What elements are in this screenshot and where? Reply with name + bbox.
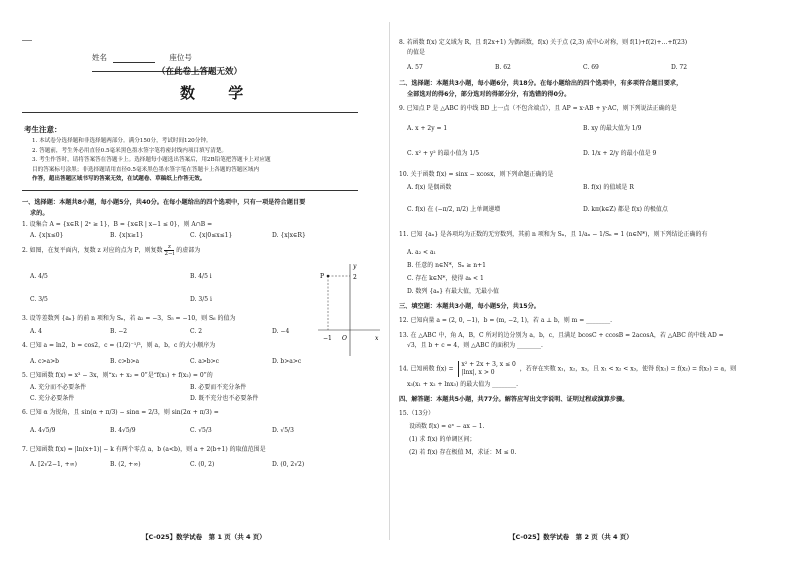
q10-option-d[interactable]: D. kπ(k∈Z) 都是 f(x) 的极值点 [583, 206, 668, 213]
label-p: P [320, 273, 325, 280]
q10-option-c[interactable]: C. f(x) 在 (−π/2, π/2) 上单调递增 [407, 206, 501, 213]
q4-option-b[interactable]: B. c>b>a [110, 358, 140, 365]
q5-options-row1 [30, 383, 246, 393]
q7-option-a[interactable]: A. [2√2−1, +∞) [30, 461, 77, 468]
q7-options [30, 460, 304, 470]
question-7: 7. 已知函数 f(x) = |ln(x+1)| − k 有两个零点 a，b (a<b)，则 a + 2(b+1) 的取值范围是 [22, 446, 266, 453]
q14-text-tail: ，若存在实数 x₁，x₂，x₃，且 x₁ < x₂ < x₃，使得 f(x₁) = f(x₂) = f(x₃) = a，则 [519, 365, 737, 373]
q5-option-a[interactable]: A. 充分而不必要条件 [30, 384, 87, 391]
complex-plane-figure [314, 260, 382, 360]
question-5: 5. 已知函数 f(x) = x³ − 3x，则“x₁ + x₂ = 0”是“f(x₁) + f(x₂) = 0”的 [22, 372, 213, 379]
q2-option-a[interactable]: A. 4/5 [30, 273, 48, 280]
exam-page-1 [22, 20, 382, 551]
question-9: 9. 已知点 P 是 △ABC 的中线 BD 上一点（不包含端点），且 AP = x·AB + y·AC，则下列说法正确的是 [399, 105, 677, 112]
section-2-text: 二、选择题：本题共3小题，每小题6分，共18分。在每小题给出的四个选项中，有多项符合题目要求， [399, 80, 683, 87]
q7-option-c[interactable]: C. (0, 2) [190, 461, 215, 468]
question-4: 4. 已知 a = ln2，b = cos2，c = (1/2)⁻¹/³，则 a，b，c 的大小顺序为 [22, 342, 216, 349]
q8-option-b[interactable]: B. 62 [495, 64, 511, 71]
q2-options-row1 [30, 272, 212, 282]
notice-item: 2. 答题前，考生务必用直径0.5毫米黑色墨水签字笔将密封线内项目填写清楚。 [32, 147, 228, 154]
question-3: 3. 设等差数列 {aₙ} 的前 n 项和为 Sₙ，若 a₂ = −3，S₅ = −10，则 S₆ 的值为 [22, 315, 236, 322]
section-1-text-cont: 求的。 [30, 210, 49, 217]
question-10: 10. 关于函数 f(x) = sinx − xcosx，则下列命题正确的是 [399, 171, 554, 178]
q10-option-a[interactable]: A. f(x) 是偶函数 [407, 184, 452, 191]
q2-option-b[interactable]: B. 4/5 i [190, 273, 212, 280]
q2-fraction [164, 244, 174, 257]
q8-options [407, 63, 687, 73]
q5-option-c[interactable]: C. 充分必要条件 [30, 395, 75, 402]
q6-option-a[interactable]: A. 4√5/9 [30, 427, 56, 434]
q1-option-d[interactable]: D. {x|x∈R} [272, 232, 306, 239]
question-1: 1. 设集合 A = {x∈R | 2ˣ ≥ 1}，B = {x∈R | x−1 ≤ 0}，则 A∩B = [22, 221, 213, 228]
label-origin: O [342, 335, 347, 342]
q6-options [30, 426, 294, 436]
q9-options-row2 [407, 149, 656, 159]
q10-option-b[interactable]: B. f(x) 的值域是 R [583, 184, 634, 191]
q8-text-cont: 的值是 [407, 49, 426, 56]
q9-option-d[interactable]: D. 1/x + 2/y 的最小值是 9 [583, 150, 657, 157]
q14-case-2: |lnx|, x > 0 [461, 369, 495, 376]
section-1-text: 一、选择题：本题共8小题，每小题5分，共40分。在每小题给出的四个选项中，只有一项是符合题目要 [22, 199, 306, 206]
section-3-header: 三、填空题：本题共3小题，每小题5分，共15分。 [399, 303, 540, 310]
subject-title: 数 学 [180, 84, 258, 102]
notice-item: 1. 本试卷分选择题和非选择题两部分。满分150分，考试时间120分钟。 [32, 138, 212, 144]
q13-text-cont: √3，且 b + c = 4，则 △ABC 的面积为 ________. [407, 342, 543, 349]
question-2 [22, 244, 200, 257]
q11-option-b[interactable]: B. 任意的 n∈N*，Sₙ ≥ n+1 [407, 262, 486, 269]
exam-page-2 [399, 20, 777, 551]
q14-piecewise [458, 361, 516, 377]
q2-option-d[interactable]: D. 3/5 i [190, 296, 212, 303]
q7-option-b[interactable]: B. (2, +∞) [110, 461, 141, 468]
q2-text-tail: 的虚部为 [176, 247, 201, 254]
notice-item: 3. 考生作答时，请将答案答在答题卡上。选择题每小题选出答案后，用2B铅笔把答题卡上对应题 [32, 157, 271, 163]
notice-item: 目的答案标号涂黑；非选择题请用直径0.5毫米黑色墨水签字笔在答题卡上各题的答题区域内 [32, 166, 260, 173]
q4-option-d[interactable]: D. b>a>c [272, 358, 302, 365]
q10-options-row2 [407, 205, 668, 215]
notice-list [32, 137, 377, 185]
q6-option-b[interactable]: B. 4√5/9 [110, 427, 136, 434]
q3-option-c[interactable]: C. 2 [190, 328, 203, 335]
q8-option-d[interactable]: D. 72 [671, 64, 688, 71]
q1-option-b[interactable]: B. {x|x≥1} [110, 232, 144, 239]
question-6: 6. 已知 α 为锐角，且 sin(α + π/3) − sinα = 2/3，则 sin(2α + π/3) = [22, 409, 219, 416]
q1-option-a[interactable]: A. {x|x≤0} [30, 232, 64, 239]
q9-options-row1 [407, 124, 641, 134]
q8-text: 8. 若函数 f(x) 定义域为 R，且 f(2x+1) 为偶函数，f(x) 关于点 (2,3) 成中心对称，则 f(1)+f(2)+…+f(23) [399, 39, 688, 46]
page-footer-1: 【C-025】数学试卷 第 1 页（共 4 页） [142, 533, 266, 541]
q6-option-c[interactable]: C. √5/3 [190, 427, 212, 434]
q11-option-a[interactable]: A. a₂ < a₁ [407, 249, 436, 256]
section-2-text-cont: 全部选对的得6分，部分选对的得部分分，有选错的得0分。 [407, 91, 571, 98]
q11-option-c[interactable]: C. 存在 k∈N*，使得 aₖ < 1 [407, 275, 484, 282]
q14-text: 14. 已知函数 f(x) = [399, 365, 454, 373]
q5-options-row2 [30, 394, 258, 404]
question-12: 12. 已知向量 a = (2, 0, −1)，b = (m, −2, 1)，若 a ⊥ b，则 m = ________. [399, 317, 613, 324]
q7-option-d[interactable]: D. (0, 2√2) [272, 461, 305, 468]
q4-option-a[interactable]: A. c>a>b [30, 358, 59, 365]
q14-text-cont: x₃(x₁ + x₂ + lnx₃) 的最大值为 ________. [407, 381, 519, 388]
q15-part-1: (1) 求 f(x) 的单调区间； [409, 436, 476, 443]
q5-option-d[interactable]: D. 既不充分也不必要条件 [190, 395, 259, 402]
q2-frac-den: 2−i [164, 251, 175, 257]
q3-options [30, 327, 289, 337]
q4-options [30, 357, 301, 367]
q15-part-2: (2) 若 f(x) 存在极值 M，求证：M ≤ 0. [409, 449, 517, 456]
q2-text: 2. 如图，在复平面内，复数 z 对应的点为 P，则复数 [22, 247, 163, 254]
q10-options-row1 [407, 183, 634, 193]
question-13 [399, 331, 724, 351]
header-divider [22, 112, 358, 113]
q8-option-a[interactable]: A. 57 [407, 64, 423, 71]
no-answer-notice: （在此卷上答题无效） [157, 67, 243, 77]
notice-divider [22, 190, 358, 191]
name-label: 姓名 [92, 53, 107, 62]
name-field[interactable] [113, 62, 155, 63]
q2-options-row2 [30, 295, 212, 305]
q9-option-c[interactable]: C. x² + y² 的最小值为 1/5 [407, 150, 480, 157]
section-2-header [399, 78, 777, 100]
notice-item: 作答，超出答题区域书写的答案无效，在试题卷、草稿纸上作答无效。 [32, 176, 206, 182]
q2-frac-num: z [164, 244, 174, 251]
question-14 [399, 361, 736, 377]
section-1-header [22, 197, 380, 219]
q3-option-d[interactable]: D. −4 [272, 328, 290, 335]
point-p [327, 275, 330, 278]
label-x: x [375, 335, 379, 342]
q8-option-c[interactable]: C. 69 [583, 64, 599, 71]
notice-title: 考生注意： [24, 125, 62, 134]
q5-option-b[interactable]: B. 必要而不充分条件 [190, 384, 247, 391]
fold-mark [22, 40, 32, 41]
page-divider [389, 22, 390, 540]
q13-text: 13. 在 △ABC 中，角 A，B，C 所对的边分别为 a，b，c，且满足 bcosC + ccosB = 2acosA，若 △ABC 的中线 AD = [399, 332, 724, 339]
q4-option-c[interactable]: C. a>b>c [190, 358, 220, 365]
seat-label: 座位号 [169, 53, 192, 62]
q1-options [30, 231, 306, 241]
question-8 [399, 38, 687, 58]
question-15-heading: 15.（13分） [399, 410, 435, 417]
page-footer-2: 【C-025】数学试卷 第 2 页（共 4 页） [509, 533, 633, 541]
q15-given: 设函数 f(x) = eˣ − ax − 1. [409, 423, 485, 430]
q2-option-c[interactable]: C. 3/5 [30, 296, 48, 303]
label-two: 2 [353, 274, 357, 281]
q1-option-c[interactable]: C. {x|0≤x≤1} [190, 232, 233, 239]
q11-option-d[interactable]: D. 数列 {aₙ} 有最大值，无最小值 [407, 288, 500, 295]
q9-option-b[interactable]: B. xy 的最大值为 1/9 [583, 125, 642, 132]
q9-option-a[interactable]: A. x + 2y = 1 [407, 125, 448, 132]
label-neg1: −1 [323, 335, 332, 342]
q3-option-a[interactable]: A. 4 [30, 328, 42, 335]
q14-case-1: x² + 2x + 3, x ≤ 0 [461, 361, 516, 368]
question-11: 11. 已知 {aₙ} 是各项均为正数的无穷数列，其前 n 项和为 Sₙ，且 1/aₙ − 1/Sₙ = 1 (n∈N*)，则下列结论正确的有 [399, 231, 708, 238]
section-4-header: 四、解答题：本题共5小题，共77分。解答应写出文字说明、证明过程或演算步骤。 [399, 396, 629, 403]
label-y: y [353, 263, 357, 270]
q6-option-d[interactable]: D. √5/3 [272, 427, 294, 434]
q3-option-b[interactable]: B. −2 [110, 328, 128, 335]
